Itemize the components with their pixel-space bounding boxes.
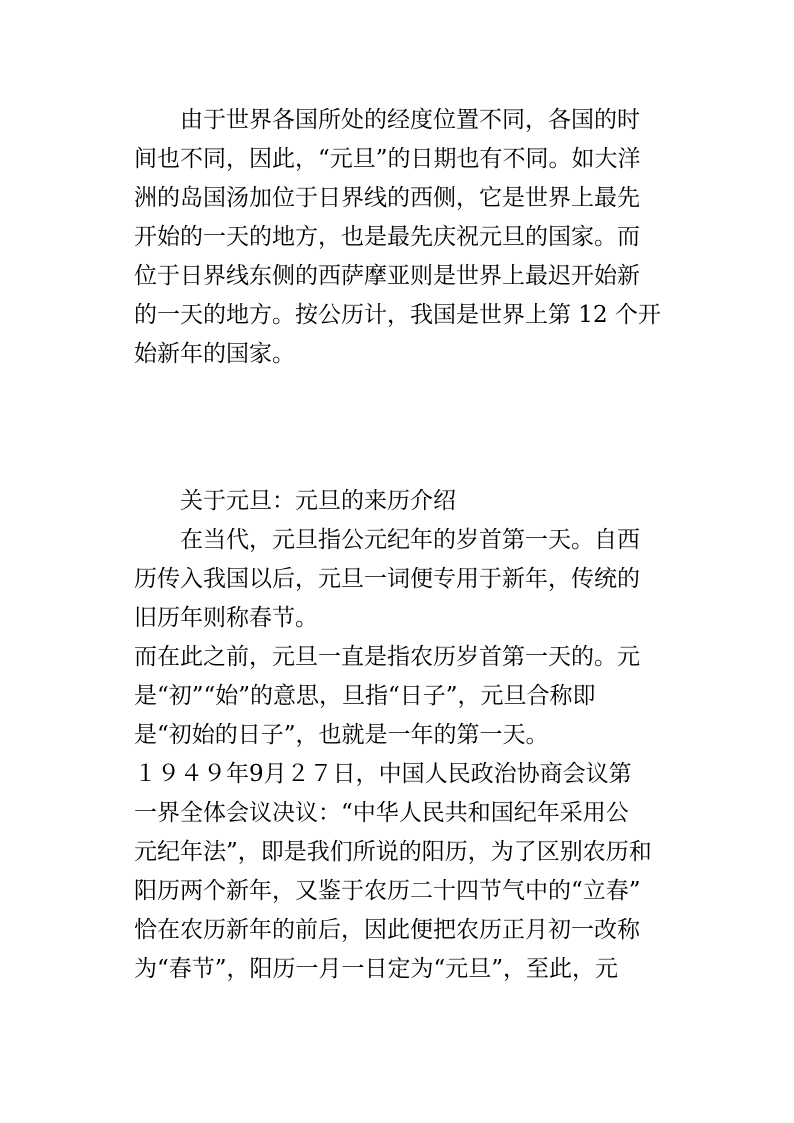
text-line: 是“初”“始”的意思，旦指“日子”，元旦合称即 (134, 683, 596, 709)
text-line: 始新年的国家。 (134, 341, 295, 367)
text-line: 间也不同，因此，“元旦”的日期也有不同。如大洋 (134, 146, 641, 172)
text-line: 一界全体会议决议：“中华人民共和国纪年采用公 (134, 800, 629, 826)
text-line: 洲的岛国汤加位于日界线的西侧，它是世界上最先 (134, 185, 640, 211)
text-line: 在当代，元旦指公元纪年的岁首第一天。自西 (180, 527, 640, 553)
paragraph-timezone (134, 101, 674, 374)
text-line: 的一天的地方。按公历计，我国是世界上第 12 个开 (134, 302, 661, 328)
text-line: 阳历两个新年，又鉴于农历二十四节气中的“立春” (134, 878, 641, 904)
text-line: 开始的一天的地方，也是最先庆祝元旦的国家。而 (134, 224, 640, 250)
text-line: 元纪年法”，即是我们所说的阳历，为了区别农历和 (134, 839, 652, 865)
text-line: 恰在农历新年的前后，因此便把农历正月初一改称 (134, 917, 640, 943)
text-line: 为“春节”，阳历一月一日定为“元旦”，至此，元 (134, 956, 619, 982)
text-line: 由于世界各国所处的经度位置不同，各国的时 (180, 107, 640, 133)
text-line: 旧历年则称春节。 (134, 605, 318, 631)
text-line: 历传入我国以后，元旦一词便专用于新年，传统的 (134, 566, 640, 592)
text-line: 位于日界线东侧的西萨摩亚则是世界上最迟开始新 (134, 263, 640, 289)
section-heading: 关于元旦：元旦的来历介绍 (180, 488, 456, 514)
text-line: 而在此之前，元旦一直是指农历岁首第一天的。元 (134, 644, 640, 670)
section-origin (134, 482, 674, 989)
text-line: 是“初始的日子”，也就是一年的第一天。 (134, 722, 549, 748)
text-line: １９４９年9月２７日，中国人民政治协商会议第 (134, 761, 632, 787)
